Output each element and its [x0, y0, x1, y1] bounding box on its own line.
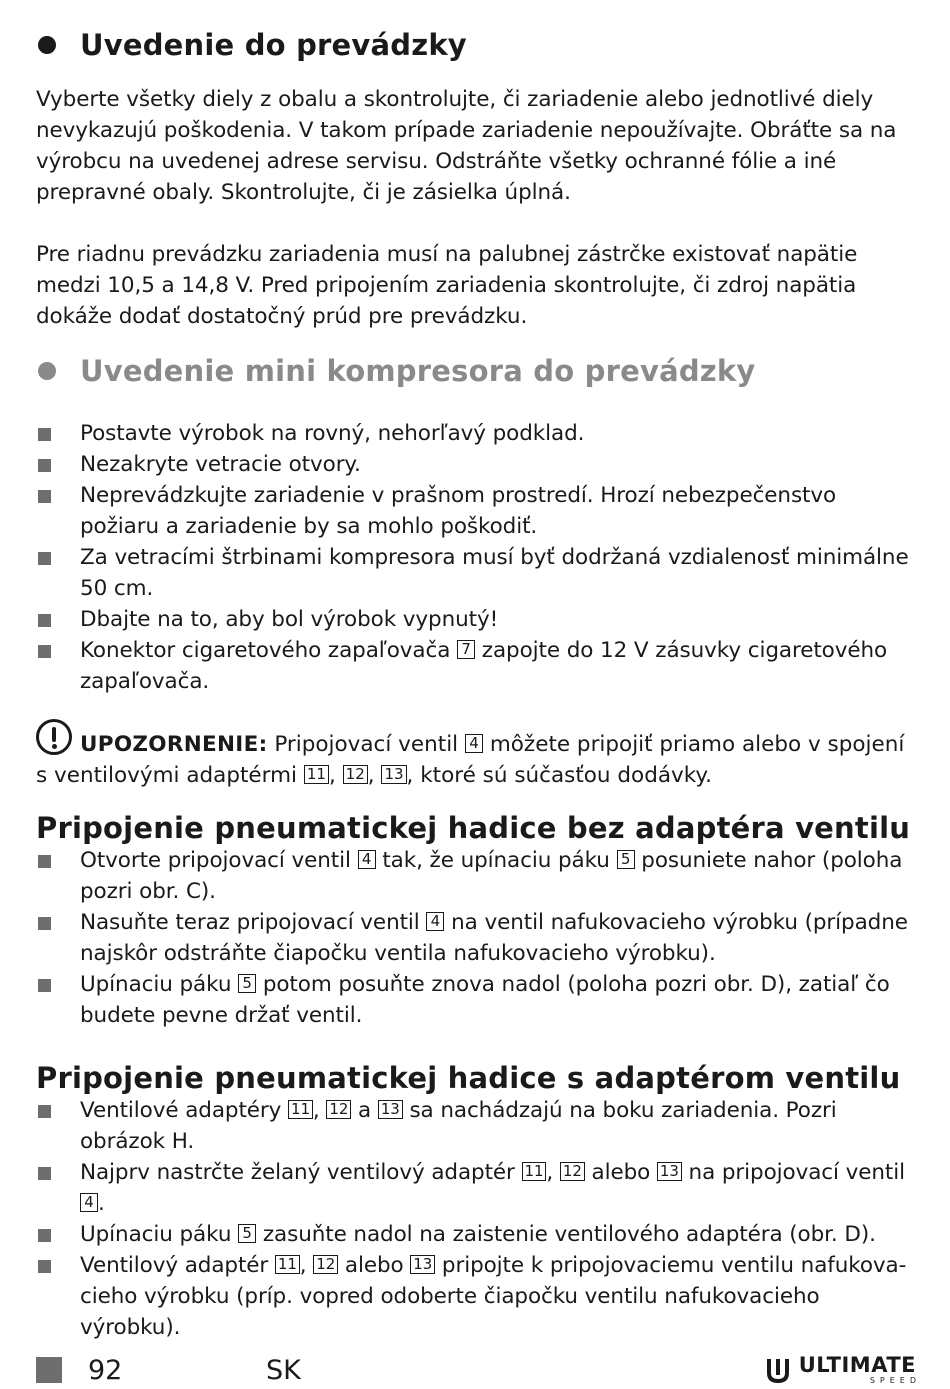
- list-item: Ventilové adaptéry 11 , 12 a 13 sa nachádzajú na boku zariadenia. Pozri obrázok H.: [36, 1095, 916, 1157]
- part-ref-4: 4: [465, 734, 483, 753]
- section-heading-mini-compressor: [36, 354, 916, 388]
- square-bullet-icon: [38, 552, 51, 565]
- list-item: Nezakryte vetracie otvory.: [36, 449, 916, 480]
- list-item: Upínaciu páku 5 potom posuňte znova nadol (poloha pozri obr. D), zatiaľ čo budete pevne držať ventil.: [36, 969, 916, 1031]
- square-bullet-icon: [38, 917, 51, 930]
- list-item: Za vetracími štrbinami kompresora musí byť dodržaná vzdialenosť minimálne 50 cm.: [36, 542, 916, 604]
- page-number: 92: [88, 1354, 123, 1386]
- list-item: Dbajte na to, aby bol výrobok vypnutý!: [36, 604, 916, 635]
- part-ref-11: 11: [275, 1255, 300, 1274]
- part-ref-12: 12: [313, 1255, 338, 1274]
- section-heading-startup: [36, 28, 916, 62]
- part-ref-13: 13: [378, 1100, 403, 1119]
- part-ref-12: 12: [343, 765, 368, 784]
- language-code: SK: [266, 1354, 301, 1386]
- list-item: Neprevádzkujte zariadenie v prašnom prostredí. Hrozí nebezpečenstvo požiaru a zariadenie by sa mohlo poškodiť.: [36, 480, 916, 542]
- part-ref-5: 5: [238, 1224, 256, 1243]
- warning-note: UPOZORNENIE: Pripojovací ventil 4 môžete pripojiť priamo alebo v spojení s ventilovými adaptérmi 11 , 12 , 13 , ktoré sú súčasťou dodávky.: [36, 719, 916, 791]
- with-adapter-steps-list: [36, 1095, 916, 1343]
- startup-steps-list: [36, 418, 916, 697]
- bullet-dot-icon: [38, 36, 56, 54]
- part-ref-13: 13: [657, 1162, 682, 1181]
- warning-exclamation-icon: [36, 719, 72, 755]
- warning-label: UPOZORNENIE:: [80, 732, 268, 757]
- brand-logo: [763, 1353, 921, 1385]
- section-title-with-adapter: Pripojenie pneumatickej hadice s adaptérom ventilu: [36, 1061, 901, 1095]
- part-ref-5: 5: [617, 850, 635, 869]
- part-ref-4: 4: [426, 912, 444, 931]
- logo-text: ULTIMATE: [798, 1353, 916, 1377]
- part-ref-4: 4: [358, 850, 376, 869]
- square-bullet-icon: [38, 645, 51, 658]
- list-item: Upínaciu páku 5 zasuňte nadol na zaistenie ventilového adaptéra (obr. D).: [36, 1219, 916, 1250]
- list-item: Postavte výrobok na rovný, nehorľavý podklad.: [36, 418, 916, 449]
- square-bullet-icon: [38, 1260, 51, 1273]
- square-bullet-icon: [38, 614, 51, 627]
- square-bullet-icon: [38, 1167, 51, 1180]
- square-bullet-icon: [38, 1229, 51, 1242]
- part-ref-11: 11: [304, 765, 329, 784]
- part-ref-7: 7: [457, 640, 475, 659]
- part-ref-11: 11: [288, 1100, 313, 1119]
- list-item: Najprv nastrčte želaný ventilový adaptér 11 , 12 alebo 13 na pripojovací ventil 4 .: [36, 1157, 916, 1219]
- list-item: Konektor cigaretového zapaľovača 7 zapojte do 12 V zásuvky cigaretového zapaľovača.: [36, 635, 916, 697]
- brand-mark-icon: [763, 1355, 793, 1385]
- footer-square-icon: [36, 1357, 62, 1383]
- part-ref-5: 5: [238, 974, 256, 993]
- list-item: Nasuňte teraz pripojovací ventil 4 na ventil nafukovacieho výrobku (prípadne najskôr odstráňte čiapočku ventila nafukovacieho výrobku).: [36, 907, 916, 969]
- square-bullet-icon: [38, 1105, 51, 1118]
- without-adapter-steps-list: [36, 845, 916, 1031]
- part-ref-13: 13: [410, 1255, 435, 1274]
- paragraph-voltage: Pre riadnu prevádzku zariadenia musí na palubnej zástrčke existovať napätie medzi 10,5 a 14,8 V. Pred pripojením zariadenia skontrolujte, či zdroj napätia dokáže dodať dostatočný prúd pre prevádzku.: [36, 242, 858, 329]
- section-title: Uvedenie mini kompresora do prevádzky: [80, 354, 756, 388]
- part-ref-12: 12: [326, 1100, 351, 1119]
- part-ref-11: 11: [522, 1162, 547, 1181]
- paragraph-unpacking: Vyberte všetky diely z obalu a skontrolujte, či zariadenie alebo jednotlivé diely nevykazujú poškodenia. V takom prípade zariadenie nepoužívajte. Obráťte sa na výrobcu na uvedenej adrese servisu. Odstráňte všetky ochranné fólie a iné prepravné obaly. Skontrolujte, či je zásielka úplná.: [36, 87, 897, 205]
- part-ref-13: 13: [381, 765, 406, 784]
- list-item: Ventilový adaptér 11 , 12 alebo 13 pripojte k pripojovaciemu ventilu nafukova-cieho výrobku (príp. vopred odoberte čiapočku ventilu nafukovacieho výrobku).: [36, 1250, 916, 1343]
- square-bullet-icon: [38, 428, 51, 441]
- list-item: Otvorte pripojovací ventil 4 tak, že upínaciu páku 5 posuniete nahor (poloha pozri obr. C).: [36, 845, 916, 907]
- square-bullet-icon: [38, 979, 51, 992]
- square-bullet-icon: [38, 459, 51, 472]
- logo-subtext: SPEED: [869, 1376, 921, 1385]
- square-bullet-icon: [38, 490, 51, 503]
- part-ref-4: 4: [80, 1193, 98, 1212]
- part-ref-12: 12: [560, 1162, 585, 1181]
- square-bullet-icon: [38, 855, 51, 868]
- bullet-dot-icon: [38, 362, 56, 380]
- section-title: Uvedenie do prevádzky: [80, 28, 467, 62]
- manual-page: [36, 28, 916, 1343]
- section-title-without-adapter: Pripojenie pneumatickej hadice bez adaptéra ventilu: [36, 811, 911, 845]
- page-footer: [36, 1352, 921, 1388]
